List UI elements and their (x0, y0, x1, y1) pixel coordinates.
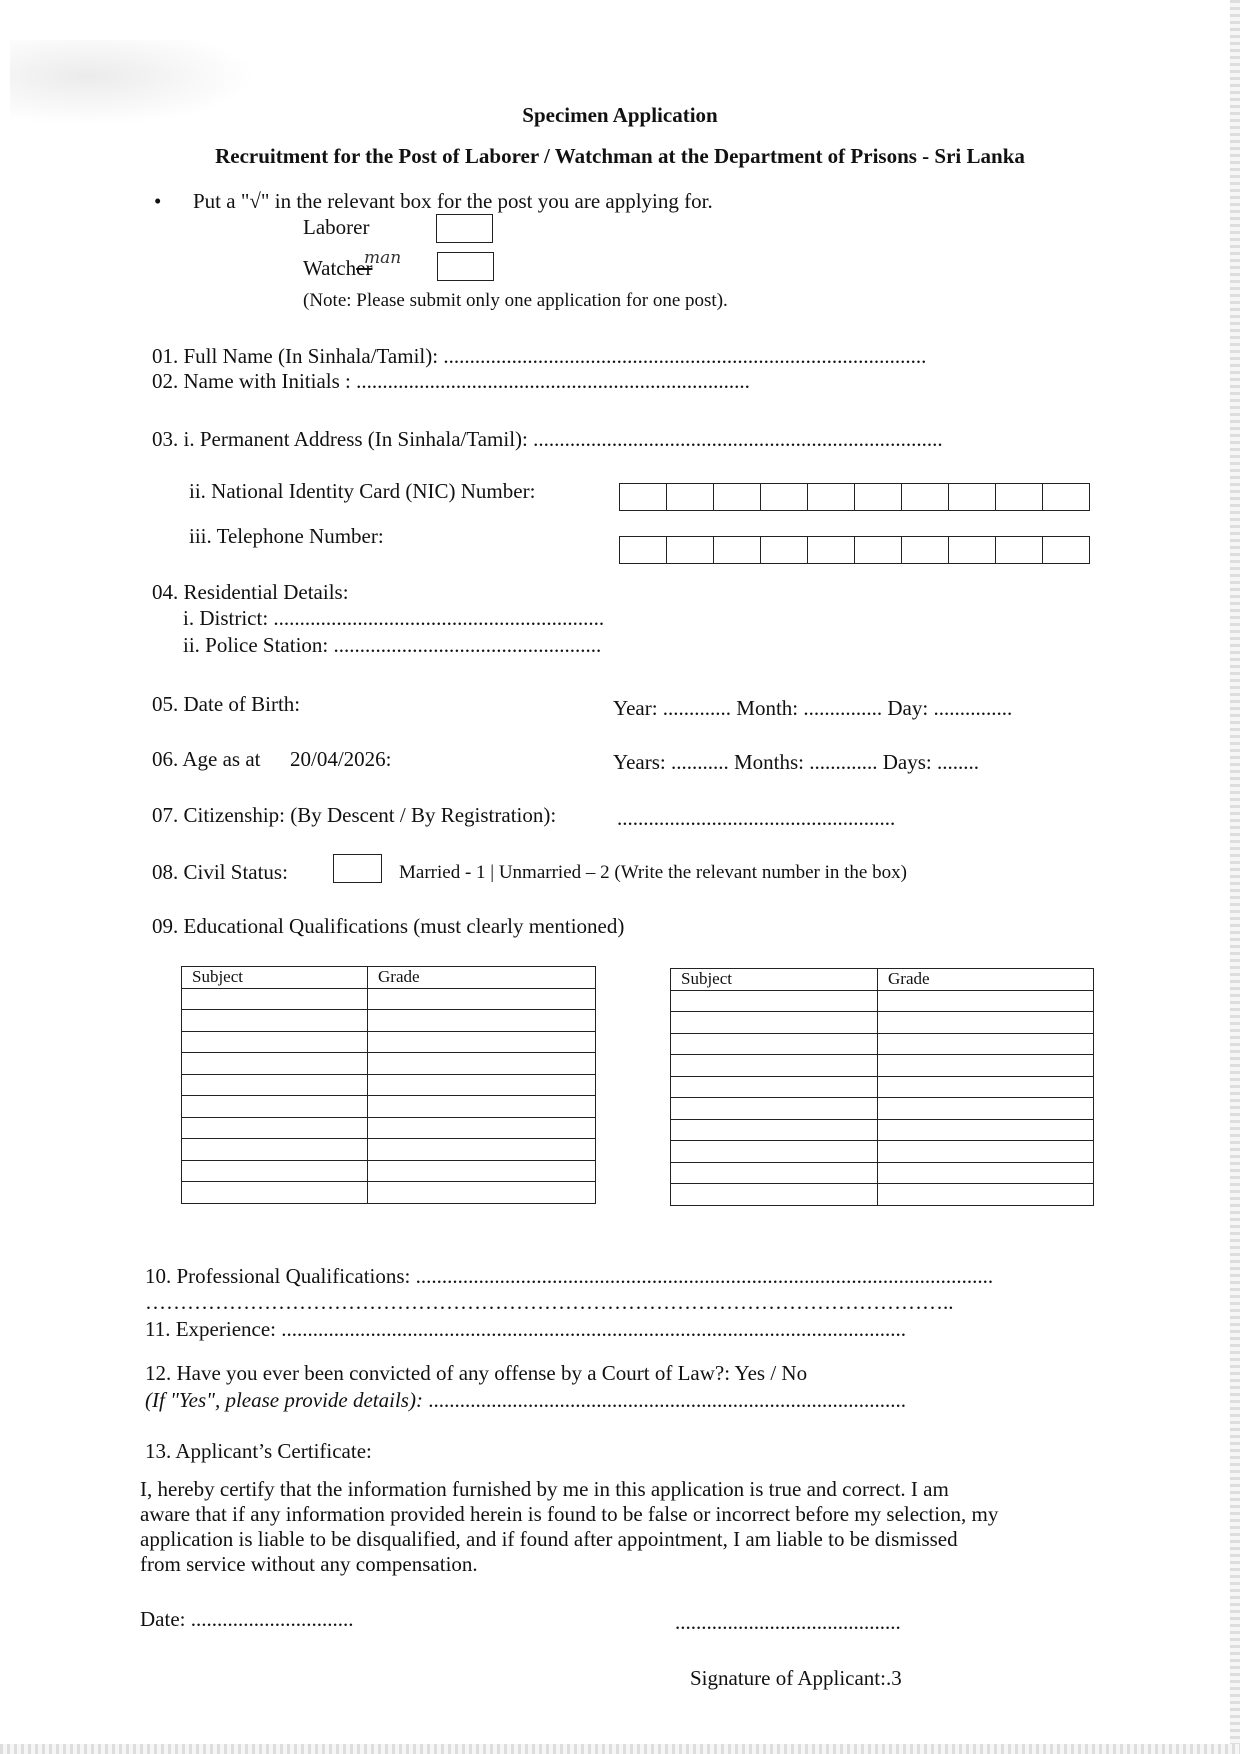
bullet-marker: • (154, 189, 162, 213)
civil-status-box[interactable] (333, 854, 382, 883)
scan-edge-right (1230, 0, 1240, 1754)
citizenship-label: 07. Citizenship: (By Descent / By Registration): (152, 803, 557, 827)
handwritten-correction: man (364, 248, 402, 268)
age-label: 06. Age as at (152, 747, 261, 771)
civil-status-label: 08. Civil Status: (152, 860, 288, 884)
certificate-line-4: from service without any compensation. (140, 1552, 478, 1576)
telephone-number-boxes[interactable] (619, 536, 1090, 564)
nic-number-boxes[interactable] (619, 483, 1090, 511)
one-post-note: (Note: Please submit only one application for one post). (303, 290, 728, 311)
post-instruction: Put a "√" in the relevant box for the post you are applying for. (193, 189, 713, 213)
watchman-label-struck: er (356, 256, 373, 280)
dob-label: 05. Date of Birth: (152, 692, 301, 716)
district-field[interactable]: i. District: ............................................................... (183, 606, 605, 630)
certificate-heading: 13. Applicant’s Certificate: (145, 1439, 372, 1463)
form-subtitle: Recruitment for the Post of Laborer / Watchman at the Department of Prisons - Sri Lanka (215, 144, 1025, 168)
nic-label: ii. National Identity Card (NIC) Number: (189, 479, 536, 503)
telephone-label: iii. Telephone Number: (189, 524, 384, 548)
experience-field[interactable]: 11. Experience: ....................................................................................................................... (145, 1317, 906, 1341)
signature-line[interactable]: ........................................... (675, 1610, 901, 1634)
conviction-question: 12. Have you ever been convicted of any offense by a Court of Law?: Yes / No (145, 1361, 808, 1385)
qualifications-table-right[interactable] (670, 968, 1094, 1206)
citizenship-field[interactable]: ..................................................... (617, 806, 896, 830)
form-title: Specimen Application (522, 103, 718, 127)
professional-qualifications-continued[interactable]: …………………………………………………………………………………………………….. (145, 1290, 954, 1314)
certificate-line-3: application is liable to be disqualified, and if found after appointment, I am liable to be dismissed (140, 1527, 958, 1551)
laborer-label: Laborer (303, 215, 370, 239)
age-reference-date: 20/04/2026: (290, 747, 392, 771)
conviction-details-row (145, 1388, 906, 1413)
watchman-label-prefix: Watch (303, 256, 357, 280)
subject-header: Subject (671, 969, 878, 991)
full-name-field[interactable]: 01. Full Name (In Sinhala/Tamil): ............................................................................................ (152, 344, 927, 368)
grade-header: Grade (368, 967, 596, 989)
subject-header: Subject (182, 967, 368, 989)
age-fields[interactable]: Years: ........... Months: ............. Days: ........ (613, 750, 979, 774)
name-with-initials-field[interactable]: 02. Name with Initials : ........................................................................... (152, 369, 750, 393)
conviction-details-field[interactable]: ........................................................................................... (428, 1388, 906, 1412)
date-field[interactable]: Date: ............................... (140, 1607, 354, 1631)
certificate-line-2: aware that if any information provided herein is found to be false or incorrect before my selection, my (140, 1502, 999, 1526)
certificate-line-1: I, hereby certify that the information furnished by me in this application is true and correct. I am (140, 1477, 949, 1501)
civil-status-hint: Married - 1 | Unmarried – 2 (Write the relevant number in the box) (399, 862, 907, 883)
laborer-checkbox[interactable] (436, 214, 493, 243)
dob-fields[interactable]: Year: ............. Month: ............... Day: ............... (613, 696, 1013, 720)
scan-edge-bottom (0, 1744, 1240, 1754)
residential-details-heading: 04. Residential Details: (152, 580, 349, 604)
grade-header: Grade (878, 969, 1094, 991)
signature-label: Signature of Applicant:.3 (690, 1666, 902, 1690)
watchman-label (303, 256, 372, 281)
permanent-address-field[interactable]: 03. i. Permanent Address (In Sinhala/Tamil): .............................................................................. (152, 427, 943, 451)
police-station-field[interactable]: ii. Police Station: ................................................... (183, 633, 602, 657)
professional-qualifications-field[interactable]: 10. Professional Qualifications: .............................................................................................................. (145, 1264, 994, 1288)
conviction-details-label: (If "Yes", please provide details): (145, 1388, 423, 1412)
qualifications-table-left[interactable] (181, 966, 596, 1204)
watchman-checkbox[interactable] (437, 252, 494, 281)
education-label: 09. Educational Qualifications (must clearly mentioned) (152, 914, 625, 938)
